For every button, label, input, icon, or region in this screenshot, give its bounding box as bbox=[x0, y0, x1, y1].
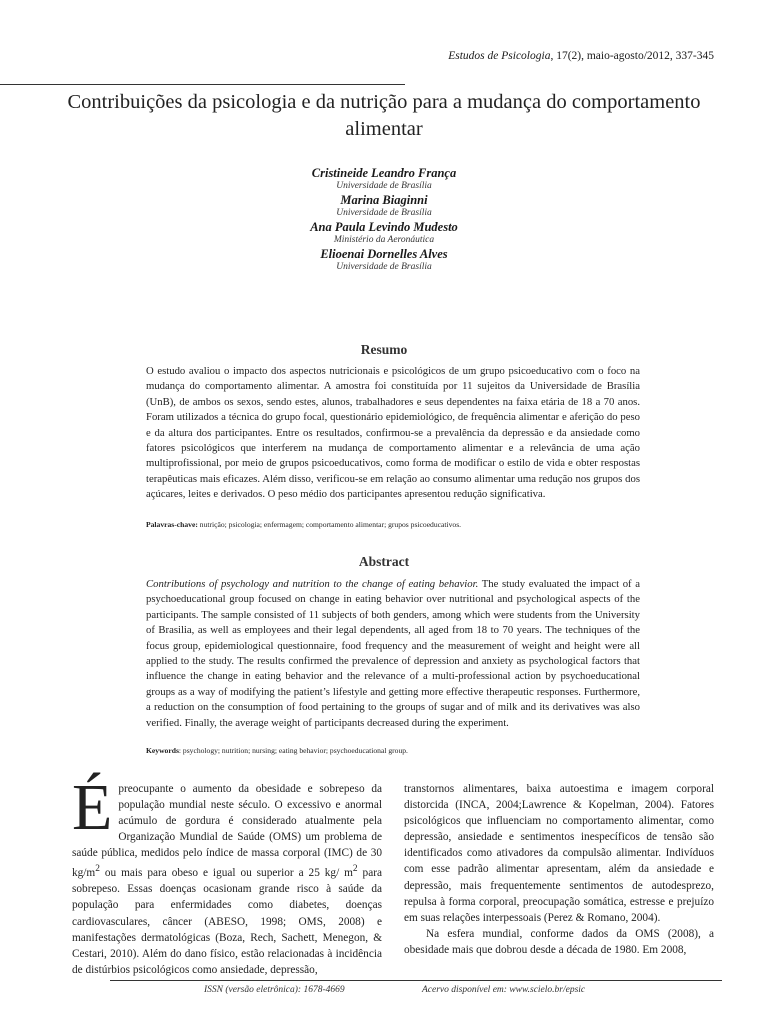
author-block bbox=[0, 219, 768, 246]
superscript: 2 bbox=[352, 864, 358, 875]
author-block bbox=[0, 192, 768, 219]
body-paragraph: transtornos alimentares, baixa autoestima e imagem corporal distorcida (INCA, 2004;Lawrence & Kopelman, 2004). Fatores psicológicos que influenciam no comportamento alimentar, como depressão, ansiedade e sentimentos inespecíficos de tensão são identificados como ativadores da compulsão alimentar. Indivíduos com esse padrão alimentar apresentam, além da ansiedade e depressão, mais frequentemente sentimentos de autodesprezo, repulsa à forma corporal, preocupação somática, estresse e prejuízo em suas relações interpessoais (Perez & Romano, 2004). bbox=[404, 783, 714, 924]
abstract-translated-title: Contributions of psychology and nutrition to the change of eating behavior. bbox=[146, 578, 479, 590]
author-name: Elioenai Dornelles Alves bbox=[320, 247, 448, 261]
body-text: preocupante o aumento da obesidade e sobrepeso da população mundial neste século. O excessivo e anormal acúmulo de gordura é considerado atualmente pela Organização Mundial de Saúde (OMS) um problema de saúde pública, medidos pelo índice de massa corporal (IMC) de 30 kg/m bbox=[72, 783, 382, 880]
keywords-list: nutrição; psicologia; enfermagem; comportamento alimentar; grupos psicoeducativos. bbox=[197, 520, 462, 529]
abstract-text bbox=[146, 577, 640, 731]
author-name: Ana Paula Levindo Mudesto bbox=[310, 220, 458, 234]
author-affiliation: Ministério da Aeronáutica bbox=[333, 235, 435, 245]
author-list bbox=[0, 165, 768, 273]
abstract-body-text: The study evaluated the impact of a psychoeducational group focused on change in eating behavior over nutritional and psychological aspects of the participants. The sample consisted of 11 subjects of both genders, among which were students from the University of Brasilia, as well as employees and their legal dependents, all aged from 18 to 70 years. The techniques of the focus group, epidemiological questionnaire, food frequency and the measurement of weight and height were all applied to the study. The results confirmed the prevalence of depression and anxiety as psychological factors that influence the change in eating behavior and the relevance of a multi-professional action by psychoeducational groups as a way of modifying the patient’s lifestyle and getting more effective therapeutic responses. Furthermore, a reduction on the consumption of food pertaining to the groups of sugar and of milk and its derivatives was also verified. Finally, the average weight of participants decreased during the experiment. bbox=[146, 578, 640, 729]
journal-name: Estudos de Psicologia bbox=[448, 50, 551, 62]
body-paragraph: Na esfera mundial, conforme dados da OMS (2008), a obesidade mais que dobrou desde a década de 1980. Em 2008, bbox=[404, 927, 714, 956]
article-title: Contribuições da psicologia e da nutrição para a mudança do comportamento alimentar bbox=[67, 91, 701, 140]
body-column-right bbox=[404, 781, 714, 958]
author-affiliation: Universidade de Brasília bbox=[336, 262, 432, 272]
abstract-heading: Abstract bbox=[358, 554, 410, 569]
body-column-left bbox=[72, 771, 382, 978]
abstract-keywords bbox=[146, 745, 640, 756]
body-text: para sobrepeso. Essas doenças ocasionam grande risco à saúde da população para enfermidades como diabetes, doenças cardiovasculares, câncer (ABESO, 1998; OMS, 2008) e manifestações dermatológicas (Boza, Rech, Sachett, Menegon, & Cestari, 2010). Além do dano físico, estão relacionadas à incidência de distúrbios psicológicos como ansiedade, depressão, bbox=[72, 867, 382, 976]
author-name: Marina Biaginni bbox=[340, 193, 428, 207]
resumo-text: O estudo avaliou o impacto dos aspectos nutricionais e psicológicos de um grupo psicoeducativo com o foco na mudança do comportamento alimentar. A amostra foi constituída por 11 sujeitos da Universidade de Brasília (UnB), de ambos os sexos, sendo estes, alunos, trabalhadores e seus dependentes na faixa etária de 18 a 70 anos. Foram utilizados a técnica do grupo focal, questionário epidemiológico, de frequência alimentar e aferição do peso e da altura dos participantes. Entre os resultados, confirmou-se a prevalência da depressão e da ansiedade como fatores psicológicos que interferem na mudança de comportamento alimentar e a relevância de uma ação multiprofissional, por meio de grupos psicoeducativos, como forma de modificar o estilo de vida e obter respostas terapêuticas mais eficazes. Além disso, verificou-se em relação ao consumo alimentar uma redução nos grupos dos açúcares, leites e derivados. O peso médio dos participantes apresentou redução significativa. bbox=[146, 365, 640, 501]
superscript: 2 bbox=[95, 864, 100, 875]
author-block bbox=[0, 165, 768, 192]
body-text: ou mais para obeso e igual ou superior a 25 kg/ m bbox=[99, 867, 353, 880]
footer-rule bbox=[110, 980, 722, 981]
keywords-label: Palavras-chave: bbox=[146, 520, 198, 529]
keywords-list: : psychology; nutrition; nursing; eating behavior; psychoeducational group. bbox=[178, 746, 408, 755]
author-name: Cristineide Leandro França bbox=[311, 166, 457, 180]
header-rule bbox=[0, 84, 405, 85]
keywords-label: Keywords bbox=[146, 746, 179, 755]
author-affiliation: Universidade de Brasília bbox=[336, 208, 432, 218]
resumo-keywords bbox=[146, 519, 640, 530]
footer-url: Acervo disponível em: www.scielo.br/epsic bbox=[422, 985, 586, 995]
journal-citation bbox=[448, 50, 714, 62]
author-affiliation: Universidade de Brasília bbox=[336, 181, 432, 191]
drop-cap: É bbox=[72, 771, 113, 844]
body-paragraph bbox=[72, 771, 382, 978]
resumo-heading: Resumo bbox=[360, 342, 408, 357]
author-block bbox=[0, 246, 768, 273]
footer-issn: ISSN (versão eletrônica): 1678-4669 bbox=[204, 985, 345, 995]
journal-issue: , 17(2), maio-agosto/2012, 337-345 bbox=[550, 50, 714, 62]
